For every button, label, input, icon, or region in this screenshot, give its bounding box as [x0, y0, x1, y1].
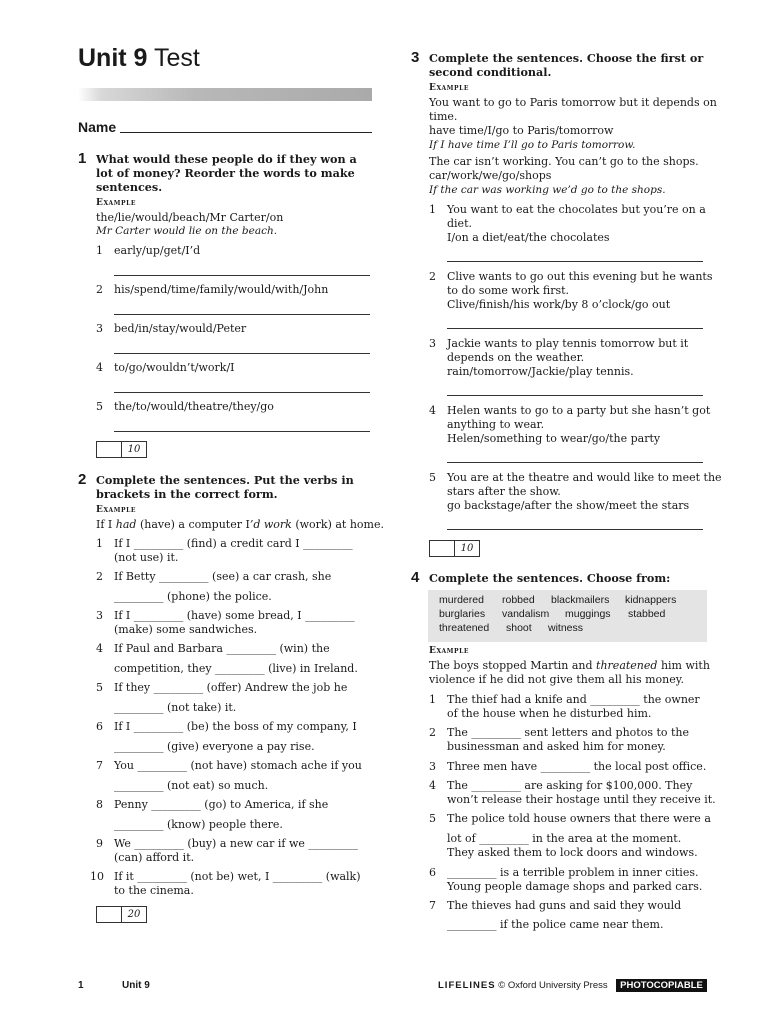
q3-example1-line1: You want to go to Paris tomorrow but it depends on — [429, 96, 717, 109]
q2-item-num: 3 — [96, 609, 103, 622]
q3-answer-line[interactable] — [447, 395, 703, 396]
q1-number: 1 — [78, 150, 87, 167]
q3-item-num: 1 — [429, 203, 436, 216]
q2-item-line1: Penny _________ (go) to America, if she — [114, 798, 329, 811]
q1-item-text: to/go/wouldn’t/work/I — [114, 361, 235, 374]
q2-item-line1: If I _________ (find) a credit card I _________ — [114, 537, 353, 550]
q2-example-label: Example — [96, 505, 137, 515]
name-field[interactable] — [120, 132, 372, 133]
q4-instruction: Complete the sentences. Choose from: — [429, 571, 671, 585]
q2-item-line2: _________ (give) everyone a pay rise. — [114, 740, 315, 753]
q1-item-num: 3 — [96, 322, 103, 335]
q4-item-num: 5 — [429, 812, 436, 825]
word: threatened — [439, 622, 490, 634]
q3-item-num: 4 — [429, 404, 436, 417]
q3-item-line2: to do some work first. — [447, 284, 570, 297]
q4-item-num: 3 — [429, 760, 436, 773]
word: robbed — [502, 594, 535, 606]
q4-item-line1: The _________ sent letters and photos to the — [447, 726, 690, 739]
q2-item-num: 8 — [96, 798, 103, 811]
q3-answer-line[interactable] — [447, 328, 703, 329]
q1-score-total: 10 — [127, 444, 141, 455]
q2-item-line1: If I _________ (have) some bread, I _________ — [114, 609, 355, 622]
q3-item-prompt: Clive/finish/his work/by 8 o’clock/go out — [447, 298, 671, 311]
q2-item-line2: _________ (not take) it. — [114, 701, 237, 714]
q1-item-num: 1 — [96, 244, 103, 257]
q4-item-line2: _________ if the police came near them. — [447, 918, 664, 931]
q3-item-prompt: I/on a diet/eat/the chocolates — [447, 231, 610, 244]
q1-answer-line[interactable] — [114, 314, 370, 315]
q2-item-line2: to the cinema. — [114, 884, 194, 897]
q4-item-line2: won’t release their hostage until they receive it. — [447, 793, 716, 806]
q3-item-line1: Helen wants to go to a party but she hasn’t got — [447, 404, 711, 417]
word-box — [428, 590, 707, 642]
q3-example2-line1: The car isn’t working. You can’t go to the shops. — [429, 155, 699, 168]
word: burglaries — [439, 608, 486, 620]
name-label: Name — [78, 119, 117, 135]
q2-item-line2: competition, they _________ (live) in Ireland. — [114, 662, 358, 675]
q4-item-line2: Young people damage shops and parked cars. — [447, 880, 703, 893]
word: kidnappers — [625, 594, 677, 606]
q2-item-line1: If Paul and Barbara _________ (win) the — [114, 642, 330, 655]
q2-item-line1: We _________ (buy) a new car if we _________ — [114, 837, 358, 850]
q3-item-line1: You want to eat the chocolates but you’re on a — [447, 203, 706, 216]
q4-item-num: 7 — [429, 899, 436, 912]
q1-answer-line[interactable] — [114, 353, 370, 354]
q2-score-total: 20 — [127, 909, 141, 920]
word: murdered — [439, 594, 484, 606]
q3-answer-line[interactable] — [447, 529, 703, 530]
q1-item-num: 5 — [96, 400, 103, 413]
q2-item-line1: If I _________ (be) the boss of my company, I — [114, 720, 357, 733]
q2-item-num: 10 — [90, 870, 104, 883]
q3-answer-line[interactable] — [447, 261, 703, 262]
q4-item-line1: The _________ are asking for $100,000. They — [447, 779, 693, 792]
q2-score-box[interactable] — [96, 906, 147, 923]
title-bar — [78, 88, 372, 101]
q3-example1-line2: time. — [429, 110, 458, 123]
q3-answer-line[interactable] — [447, 462, 703, 463]
word: witness — [548, 622, 584, 634]
q1-item-text: the/to/would/theatre/they/go — [114, 400, 274, 413]
word: vandalism — [502, 608, 550, 620]
q1-answer-line[interactable] — [114, 431, 370, 432]
q2-item-num: 7 — [96, 759, 103, 772]
q2-item-line2: _________ (not eat) so much. — [114, 779, 269, 792]
q1-instruction: What would these people do if they won a lot of money? Reorder the words to make sentences. — [96, 152, 357, 194]
q3-item-line2: depends on the weather. — [447, 351, 585, 364]
q2-item-line2: _________ (know) people there. — [114, 818, 283, 831]
q4-item-line1: The thieves had guns and said they would — [447, 899, 682, 912]
page-number: 1 — [78, 980, 84, 991]
q3-item-prompt: Helen/something to wear/go/the party — [447, 432, 661, 445]
q3-example1-prompt: have time/I/go to Paris/tomorrow — [429, 124, 614, 137]
q4-item-line1: Three men have _________ the local post office. — [447, 760, 707, 773]
q3-number: 3 — [411, 49, 420, 66]
word: muggings — [565, 608, 611, 620]
q4-item-line3: They asked them to lock doors and windows. — [447, 846, 698, 859]
q3-item-num: 5 — [429, 471, 436, 484]
q3-score-box[interactable] — [429, 540, 480, 557]
q3-item-line2: anything to wear. — [447, 418, 545, 431]
q1-example-label: Example — [96, 198, 137, 208]
q4-item-line2: lot of _________ in the area at the moment. — [447, 832, 682, 845]
q3-item-line1: Jackie wants to play tennis tomorrow but it — [447, 337, 689, 350]
word: shoot — [506, 622, 532, 634]
q4-item-line1: The thief had a knife and _________ the owner — [447, 693, 700, 706]
q3-item-line1: You are at the theatre and would like to meet the — [447, 471, 722, 484]
q2-item-num: 1 — [96, 537, 103, 550]
q2-item-line2: _________ (phone) the police. — [114, 590, 272, 603]
q1-example-answer: Mr Carter would lie on the beach. — [96, 225, 278, 237]
q2-item-line2: (not use) it. — [114, 551, 179, 564]
q4-item-num: 6 — [429, 866, 436, 879]
q1-answer-line[interactable] — [114, 275, 370, 276]
q2-item-num: 2 — [96, 570, 103, 583]
q1-item-num: 2 — [96, 283, 103, 296]
q2-item-line2: (can) afford it. — [114, 851, 195, 864]
q1-item-text: early/up/get/I’d — [114, 244, 201, 257]
q2-item-num: 9 — [96, 837, 103, 850]
q1-item-text: bed/in/stay/would/Peter — [114, 322, 247, 335]
q3-instruction: Complete the sentences. Choose the first or second conditional. — [429, 51, 704, 79]
q2-item-line1: If they _________ (offer) Andrew the job he — [114, 681, 348, 694]
q4-item-num: 2 — [429, 726, 436, 739]
q1-item-text: his/spend/time/family/would/with/John — [114, 283, 329, 296]
q2-item-line1: If Betty _________ (see) a car crash, she — [114, 570, 332, 583]
word: stabbed — [628, 608, 666, 620]
q3-example1-answer: If I have time I’ll go to Paris tomorrow. — [429, 139, 636, 151]
q3-item-line2: diet. — [447, 217, 472, 230]
q2-item-num: 6 — [96, 720, 103, 733]
q2-number: 2 — [78, 471, 87, 488]
q4-example-line1: The boys stopped Martin and threatened him with — [429, 659, 710, 672]
q1-score-box[interactable] — [96, 441, 147, 458]
q1-item-num: 4 — [96, 361, 103, 374]
q4-item-line1: The police told house owners that there were a — [447, 812, 711, 825]
q1-example-prompt: the/lie/would/beach/Mr Carter/on — [96, 211, 284, 224]
q4-item-line1: _________ is a terrible problem in inner cities. — [447, 866, 699, 879]
q4-item-num: 4 — [429, 779, 436, 792]
q3-score-total: 10 — [460, 543, 474, 554]
q4-example-label: Example — [429, 646, 470, 656]
q3-item-prompt: go backstage/after the show/meet the stars — [447, 499, 690, 512]
q4-item-line2: of the house when he disturbed him. — [447, 707, 652, 720]
q2-item-line1: You _________ (not have) stomach ache if you — [114, 759, 362, 772]
q2-item-line1: If it _________ (not be) wet, I _________ (walk) — [114, 870, 361, 883]
word: blackmailers — [551, 594, 610, 606]
q4-example-line2: violence if he did not give them all his money. — [429, 673, 684, 686]
footer-brand: LIFELINES © Oxford University Press — [438, 980, 608, 991]
photocopiable-badge: PHOTOCOPIABLE — [616, 979, 707, 992]
q3-example2-prompt: car/work/we/go/shops — [429, 169, 552, 182]
q3-item-num: 3 — [429, 337, 436, 350]
footer-unit: Unit 9 — [122, 980, 150, 991]
q2-instruction: Complete the sentences. Put the verbs in brackets in the correct form. — [96, 473, 354, 501]
q3-item-prompt: rain/tomorrow/Jackie/play tennis. — [447, 365, 634, 378]
q4-item-line2: businessman and asked him for money. — [447, 740, 666, 753]
q2-item-num: 5 — [96, 681, 103, 694]
q3-item-line2: stars after the show. — [447, 485, 561, 498]
q2-item-num: 4 — [96, 642, 103, 655]
q1-answer-line[interactable] — [114, 392, 370, 393]
q4-number: 4 — [411, 569, 420, 586]
page-title: Unit 9 Test — [78, 44, 200, 72]
q2-item-line2: (make) some sandwiches. — [114, 623, 258, 636]
q3-example2-answer: If the car was working we’d go to the shops. — [429, 184, 666, 196]
q4-item-num: 1 — [429, 693, 436, 706]
q3-example-label: Example — [429, 83, 470, 93]
q3-item-line1: Clive wants to go out this evening but he wants — [447, 270, 713, 283]
q3-item-num: 2 — [429, 270, 436, 283]
q2-example: If I had (have) a computer I’d work (work) at home. — [96, 518, 384, 531]
